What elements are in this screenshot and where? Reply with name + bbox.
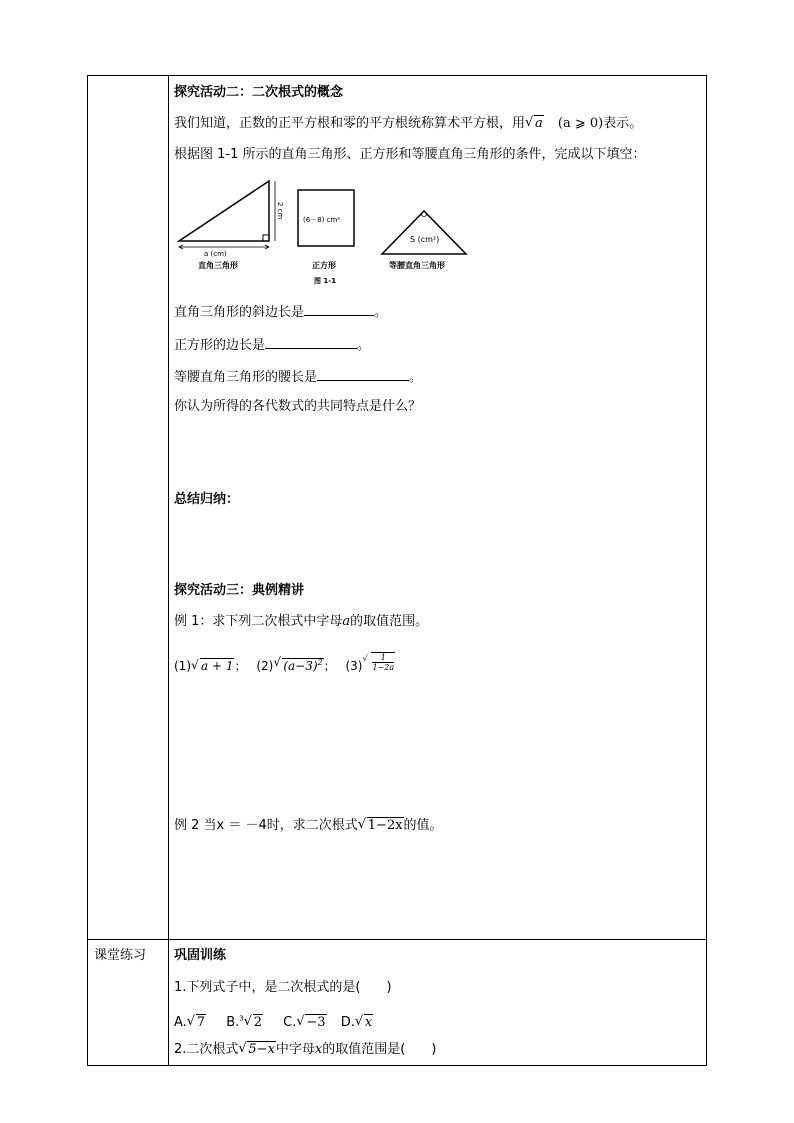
column-divider [168, 76, 169, 1065]
isosceles-triangle-shape [382, 211, 466, 254]
summary-title: 总结归纳： [174, 492, 240, 507]
option-b[interactable]: B.$^3$√ 2 [226, 1015, 263, 1030]
tri-height-label: 2 cm [276, 202, 284, 220]
square-area-label: (6－8) cm² [303, 216, 341, 224]
activity3-title: 探究活动三：典例精讲 [174, 583, 305, 598]
practice-question-2: 2.二次根式√ 5−x中字母x的取值范围是( ) [174, 1042, 436, 1058]
square-caption: 正方形 [312, 261, 336, 270]
sqrt-5-minus-x: √ 5−x [238, 1042, 276, 1058]
figure-1-1 [174, 176, 474, 291]
iso-caption: 等腰直角三角形 [389, 261, 445, 270]
iso-area-label: S (cm²) [410, 235, 440, 244]
question-3: 等腰直角三角形的腰长是 。 [174, 370, 423, 385]
sqrt-fraction: √ $\frac{1}{1-2a}$ [362, 652, 395, 676]
practice-question-1: 1.下列式子中，是二次根式的是( ) [174, 980, 392, 995]
answer-blank-2[interactable] [265, 336, 357, 349]
sqrt-a-plus-1: √ a + 1 [191, 658, 234, 674]
tri-caption: 直角三角形 [198, 261, 238, 270]
tri-base-label: a (cm) [204, 250, 227, 258]
practice-options [174, 1011, 373, 1031]
answer-blank-1[interactable] [304, 303, 374, 316]
figure-label: 图 1-1 [314, 277, 337, 285]
sqrt-1-minus-2x: √ 1−2x [358, 818, 404, 834]
right-triangle-shape [179, 181, 269, 241]
answer-blank-3[interactable] [317, 368, 409, 381]
option-a[interactable]: A.√ 7 [174, 1015, 206, 1030]
example-2: 例 2 当x ＝ －4时，求二次根式√ 1−2x的值。 [174, 818, 443, 834]
row-divider [88, 939, 706, 940]
question-2: 正方形的边长是 。 [174, 338, 371, 353]
figure-instruction: 根据图 1-1 所示的直角三角形、正方形和等腰直角三角形的条件，完成以下填空： [174, 147, 646, 162]
option-d[interactable]: D.√ x [341, 1015, 374, 1030]
activity2-title: 探究活动二：二次根式的概念 [174, 85, 344, 100]
common-feature-question: 你认为所得的各代数式的共同特点是什么？ [174, 399, 422, 414]
example-1: 例 1：求下列二次根式中字母a的取值范围。 [174, 614, 429, 629]
sqrt-a: √ a [525, 116, 544, 132]
right-angle-mark [263, 235, 269, 241]
option-c[interactable]: C.√ −3 [283, 1015, 326, 1030]
question-1: 直角三角形的斜边长是 。 [174, 305, 388, 320]
practice-side-label: 课堂练习 [94, 948, 147, 963]
example-1-items: (1)√ a + 1； (2)√ $(a-3)^2$； (3) √ $\frac{1}{1-2a}$ [174, 652, 395, 676]
intro-line: 我们知道，正数的正平方根和零的平方根统称算术平方根，用√ a (a ⩾ 0)表示。 [174, 116, 642, 132]
practice-title: 巩固训练 [174, 948, 227, 963]
sqrt-a-minus-3-squared: √ $(a-3)^2$ [273, 655, 323, 674]
